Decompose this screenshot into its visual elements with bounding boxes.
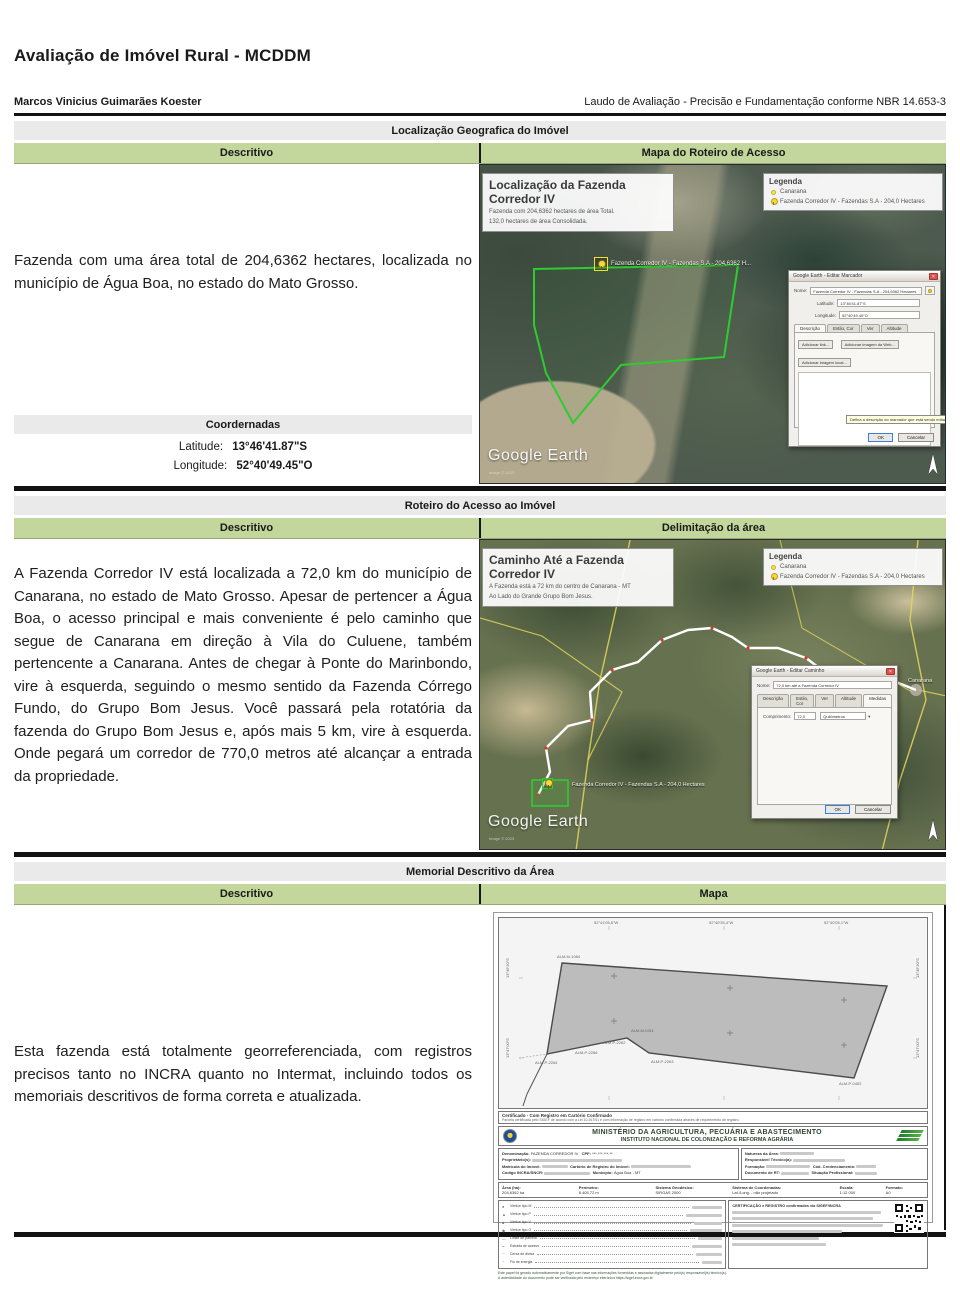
name-input[interactable]: Fazenda Corredor IV - Fazendas S.A - 204,6362 Hectares xyxy=(810,287,922,295)
redacted-value xyxy=(732,1217,873,1220)
destination-pin-label: Fazenda Corredor IV - Fazendas S.A - 204,0 Hectares xyxy=(572,782,705,788)
dialog-measures-panel xyxy=(757,707,892,805)
map2-title-box xyxy=(482,548,674,607)
pin-style-button[interactable] xyxy=(925,286,935,295)
redacted-value xyxy=(732,1224,882,1227)
coordinates-title: Coordernadas xyxy=(14,415,472,434)
redacted-value xyxy=(686,1214,722,1217)
legend-entry: Vértice tipo O xyxy=(510,1228,532,1233)
fineprint-line2: A autenticidade do documento pode ser verificada pelo endereço eletrônico https://sigef.incra.gov.br xyxy=(498,1275,653,1280)
vertex-label: ALM-P-2264 xyxy=(535,1060,558,1065)
north-arrow-icon xyxy=(928,453,938,475)
name-label: Nome: xyxy=(757,682,771,688)
escala-label: Escala: xyxy=(839,1184,854,1190)
coord-label-right-2: 13°47'00"S xyxy=(915,1038,921,1058)
incra-logo-icon xyxy=(897,1130,923,1143)
section3-mapa xyxy=(479,905,946,1280)
situacao-label: Situação Profissional: xyxy=(811,1170,854,1176)
legend-item-canarana-label: Canarana xyxy=(780,189,807,195)
map1-subtitle1: Fazenda com 204,6362 hectares de área Total. xyxy=(489,209,615,215)
dialog-title: Google Earth - Editar Marcador xyxy=(793,273,863,279)
municipio-label: Município: xyxy=(592,1170,613,1176)
vertex-label: ALM-P-0452 xyxy=(839,1081,862,1086)
escala-value: 1:12.000 xyxy=(839,1189,856,1195)
documento-rt-label: Documento de RT: xyxy=(744,1170,780,1176)
redacted-value xyxy=(855,1172,877,1175)
cadastral-drawing xyxy=(498,917,928,1109)
redacted-value xyxy=(696,1253,722,1256)
section3-descritivo xyxy=(14,905,479,1230)
perimetro-label: Perímetro: xyxy=(578,1184,599,1190)
dialog-title: Google Earth - Editar Caminho xyxy=(756,668,825,674)
dialog-footer xyxy=(820,805,891,814)
legend-item-fazenda xyxy=(769,198,937,205)
formato-value: A0 xyxy=(885,1189,891,1195)
section2-title-bar: Roteiro do Acesso ao Imóvel xyxy=(14,496,946,515)
section3-content-row xyxy=(14,905,946,1280)
certified-banner xyxy=(498,1111,928,1124)
certified-banner-subtitle: Parcela certificada pelo SIGEF de acordo com a Lei 10.267/01 e com informação de registro em cartório confirmada através de requerimento de registro. xyxy=(502,1118,740,1122)
longitude-field-row xyxy=(815,311,920,319)
redacted-value xyxy=(780,1152,814,1155)
cancel-button[interactable]: Cancelar xyxy=(855,805,891,814)
legend-item-canarana xyxy=(769,189,937,195)
author-name: Marcos Vinicius Guimarães Koester xyxy=(14,96,202,108)
ministry-line2: INSTITUTO NACIONAL DE COLONIZAÇÃO E REFORMA AGRÁRIA xyxy=(620,1137,794,1143)
longitude-label: Longitude: xyxy=(173,460,228,472)
ministry-line1: MINISTÉRIO DA AGRICULTURA, PECUÁRIA E ABASTECIMENTO xyxy=(592,1129,822,1136)
property-pin-label: Fazenda Corredor IV - Fazendas S.A - 204,6362 H... xyxy=(611,261,752,267)
pin-icon xyxy=(771,573,776,580)
map2-legend-title: Legenda xyxy=(769,552,802,561)
incra-certificate-page xyxy=(493,912,933,1280)
legend-entry: Estrada de acesso xyxy=(510,1243,539,1248)
area-value: 204,6362 ha xyxy=(502,1189,525,1195)
tab-ver[interactable]: Ver xyxy=(861,324,880,332)
certificate-info-grid xyxy=(498,1148,928,1180)
legend-entry: Limite de parcela xyxy=(510,1236,537,1241)
section-divider xyxy=(14,852,946,857)
page-title: Avaliação de Imóvel Rural - MCDDM xyxy=(14,46,311,65)
section3-paragraph: Esta fazenda está totalmente georreferenciada, com registros precisos tanto no INCRA quanto no Intermat, incluindo todos os memoriais descritivos de forma correta e atualizada. xyxy=(14,1043,472,1105)
ok-button[interactable]: OK xyxy=(868,433,893,442)
map1-subtitle2: 132,0 hectares de área Consolidada. xyxy=(489,219,588,226)
redacted-value xyxy=(732,1211,881,1214)
map2-subtitle1: A Fazenda está a 72 km do centro de Canarana - MT xyxy=(489,584,631,590)
natureza-label: Natureza da Área: xyxy=(744,1151,779,1156)
legend-item-fazenda-label: Fazenda Corredor IV - Fazendas S.A - 204,0 Hectares xyxy=(780,573,925,580)
redacted-value xyxy=(698,1237,722,1240)
length-value: 72,0 xyxy=(794,712,816,720)
section2-paragraph: A Fazenda Corredor IV está localizada a 72,0 km do município de Canarana, no estado de Mato Grosso. Apesar de pertencer a Água Boa, o acesso principal e mais conveniente é pelo caminho que segue de Canarana em direção à Vila do Culuene, também pertencente a Canarana. Antes de chegar à Ponte do Marinbondo, vire à esquerda, seguindo o mesmo sentido da Fazenda Córrego Fundo, do Grupo Bom Jesus. Você passará pela rotatória da fazenda do Grupo Bom Jesus e, após mais 5 km, vire à esquerda. Onde pegará um corredor de 770,0 metros até alcançar a entrada da propriedade. xyxy=(14,565,472,785)
legend-item-fazenda xyxy=(769,573,937,580)
map1-legend-title: Legenda xyxy=(769,177,802,186)
close-icon[interactable]: × xyxy=(886,668,895,675)
redacted-value xyxy=(793,1159,845,1162)
qr-code xyxy=(894,1203,924,1233)
longitude-value: 52°40'49.45"O xyxy=(236,460,313,472)
redacted-value xyxy=(856,1165,876,1168)
coord-label-left-2: 13°47'00"S xyxy=(505,1038,510,1058)
map2-title: Caminho Até a Fazenda Corredor IV xyxy=(489,553,624,581)
tab-estilo-cor[interactable]: Estilo, Cor xyxy=(827,324,860,332)
certificate-stats-row xyxy=(498,1182,928,1198)
section1-content-row xyxy=(14,164,946,484)
tab-descricao[interactable]: Descrição xyxy=(757,694,789,707)
section1-columns-header xyxy=(14,143,946,164)
dialog-titlebar[interactable] xyxy=(789,271,940,282)
legend-entry: Vértice tipo P xyxy=(510,1212,531,1217)
section1-descritivo xyxy=(14,164,479,484)
pin-icon xyxy=(928,289,932,293)
legend-entry: Vértice tipo V xyxy=(510,1220,531,1225)
certified-banner-title: Certificado - Com Registro em Cartório Confirmado xyxy=(502,1113,613,1118)
document-page xyxy=(14,46,946,1280)
perimetro-value: 6.405,72 m xyxy=(578,1189,599,1195)
section1-paragraph: Fazenda com uma área total de 204,6362 hectares, localizada no município de Água Boa, no estado do Mato Grosso. xyxy=(14,252,472,292)
section1-col-descritivo: Descritivo xyxy=(219,147,274,159)
edit-path-dialog xyxy=(751,665,898,819)
certificate-fineprint xyxy=(498,1271,928,1282)
legend-item-canarana-label: Canarana xyxy=(780,564,807,570)
area-label: Área (ha): xyxy=(502,1184,521,1190)
section-divider xyxy=(14,486,946,491)
section2-columns-header xyxy=(14,518,946,539)
fineprint-line1: Este papel foi gerado automaticamente por Sigef com base nas informações fornecidas e assinadas digitalmente pelo(s) responsável(is) técnico(s). xyxy=(498,1270,727,1275)
redacted-value xyxy=(542,1165,568,1168)
google-earth-watermark: Google Earth xyxy=(488,447,589,464)
pin-icon xyxy=(771,198,776,205)
sistema-geodesico-label: Sistema Geodésico: xyxy=(655,1184,694,1190)
report-standard-label: Laudo de Avaliação - Precisão e Fundamentação conforme NBR 14.653-3 xyxy=(584,96,946,108)
ok-button[interactable]: OK xyxy=(825,805,850,814)
length-label: Comprimento: xyxy=(763,713,792,719)
cancel-button[interactable]: Cancelar xyxy=(898,433,934,442)
dialog-latitude-input[interactable]: 13°46'41.87"S xyxy=(837,299,920,307)
destination-pin-icon[interactable] xyxy=(542,778,553,789)
map1-title-box xyxy=(482,173,674,232)
city-dot-icon xyxy=(771,190,776,195)
legend-item-canarana xyxy=(769,564,937,570)
imagery-copyright: Image © 2023 xyxy=(489,836,515,841)
section2-col-descritivo: Descritivo xyxy=(219,522,274,534)
latitude-line xyxy=(14,441,472,453)
google-earth-watermark: Google Earth xyxy=(488,813,589,830)
map2-subtitle2: Ao Lado do Grande Grupo Bom Jesus. xyxy=(489,594,593,601)
city-label: Canarana xyxy=(908,678,933,684)
redacted-value xyxy=(690,1229,722,1232)
sistema-coordenadas-value: Lat./Long. - não projetado xyxy=(732,1189,779,1195)
legend-entry: Vértice tipo M xyxy=(510,1204,532,1209)
length-row xyxy=(763,712,886,720)
cartorio-label: Cartório de Registro do Imóvel: xyxy=(570,1163,630,1169)
denominacao-value: FAZENDA CORREDOR IV xyxy=(530,1151,579,1156)
pushpin-glyph xyxy=(598,260,604,269)
add-local-image-button[interactable]: Adicionar imagem local... xyxy=(798,358,851,367)
tab-altitude[interactable]: Altitude xyxy=(881,324,908,332)
north-arrow-icon xyxy=(928,819,938,841)
section2-content-row xyxy=(14,539,946,850)
redacted-value xyxy=(692,1245,722,1248)
name-field-row xyxy=(794,286,935,295)
drawing-legend-box: ● Vértice tipo M ▲ Vértice tipo P ■ Vértice tipo V ◆ Vértice tipo O — Limite de parcela ┅ Estrada de acesso ╌ Cerca de divisa ~ Fio de energia xyxy=(498,1200,726,1269)
section3-col-descritivo: Descritivo xyxy=(219,888,274,900)
coordinates-block xyxy=(14,415,472,472)
section1-title-bar: Localização Geografica do Imóvel xyxy=(14,121,946,140)
section3-columns-header xyxy=(14,884,946,905)
vertex-label: ALM-P-2263 xyxy=(651,1059,674,1064)
add-link-button[interactable]: Adicionar link... xyxy=(798,340,833,349)
redacted-value xyxy=(544,1172,590,1175)
name-field-row xyxy=(757,681,892,689)
coord-label-right-1: 13°46'20"S xyxy=(915,958,921,978)
sistema-coordenadas-label: Sistema de Coordenadas: xyxy=(732,1184,782,1190)
redacted-value xyxy=(732,1237,818,1240)
legend-item-fazenda-label: Fazenda Corredor IV - Fazendas S.A - 204,0 Hectares xyxy=(780,198,925,205)
latitude-field-row xyxy=(817,299,920,307)
redacted-value xyxy=(781,1172,809,1175)
certification-title: CERTIFICAÇÃO e REGISTRO confirmados via SIGEF/INCRA xyxy=(732,1203,841,1208)
description-tooltip: Defina a descrição do marcador que está sendo edita xyxy=(846,415,946,424)
legend-entry: Fio de energia xyxy=(510,1259,533,1264)
vertex-label: ALM-M-1084 xyxy=(557,954,581,959)
coord-label-top-3: 52°40'05,1"W xyxy=(824,920,849,925)
coord-label-top-2: 52°40'35,4"W xyxy=(709,920,734,925)
map-location-satellite xyxy=(479,164,946,484)
dialog-longitude-label: Longitude: xyxy=(815,312,837,318)
map1-title: Localização da Fazenda Corredor IV xyxy=(489,178,626,206)
dialog-titlebar[interactable] xyxy=(752,666,897,677)
unit-dropdown[interactable]: Quilômetros xyxy=(820,712,866,720)
redacted-value xyxy=(694,1222,722,1225)
tab-estilo-cor[interactable]: Estilo, Cor xyxy=(790,694,814,707)
redacted-value xyxy=(732,1230,842,1233)
name-label: Nome: xyxy=(794,288,808,293)
redacted-value xyxy=(702,1261,722,1264)
section2-descritivo xyxy=(14,539,479,850)
vertex-label: ALM-M-0411 xyxy=(631,1028,654,1033)
redacted-value xyxy=(692,1206,722,1209)
dialog-tabs xyxy=(757,694,892,707)
technical-info-box xyxy=(741,1148,928,1180)
credenciamento-label: Cód. Credenciamento: xyxy=(812,1163,856,1169)
certificate-bottom-row xyxy=(498,1200,928,1269)
tab-medidas[interactable]: Medidas xyxy=(863,694,892,707)
imagery-copyright: Image © 2023 xyxy=(489,470,515,475)
name-input[interactable]: 72,0 km até a Fazenda Corredor IV xyxy=(773,681,892,689)
cpf-label: CPF: xyxy=(581,1151,591,1156)
section3-title-bar: Memorial Descritivo da Área xyxy=(14,862,946,881)
latitude-label: Latitude: xyxy=(178,441,224,453)
formacao-label: Formação: xyxy=(744,1163,766,1169)
redacted-value xyxy=(631,1165,691,1168)
chevron-down-icon[interactable]: ▼ xyxy=(867,713,872,719)
latitude-value: 13°46'41.87"S xyxy=(232,441,308,453)
municipio-value: Água Boa - MT xyxy=(613,1170,641,1176)
proprietario-label: Proprietário(s): xyxy=(502,1157,531,1163)
section1-col-mapa: Mapa do Roteiro de Acesso xyxy=(641,147,786,159)
vertex-label: ALM-P-2266 xyxy=(575,1050,598,1055)
tab-ver[interactable]: Ver xyxy=(815,694,834,707)
coord-label-left-1: 13°46'20"S xyxy=(505,958,510,978)
denominacao-label: Denominação: xyxy=(502,1151,530,1156)
section2-col-delimitacao: Delimitação da área xyxy=(661,522,766,534)
vertex-label: ALM-P-2262 xyxy=(603,1040,626,1045)
ministry-header xyxy=(498,1126,928,1146)
dialog-footer xyxy=(863,433,934,442)
sistema-geodesico-value: SIRGAS 2000 xyxy=(655,1189,681,1195)
add-web-image-button[interactable]: Adicionar imagem da Web... xyxy=(841,340,899,349)
dialog-tabs xyxy=(794,324,935,332)
redacted-value xyxy=(532,1159,622,1162)
tab-descricao[interactable]: Descrição xyxy=(794,324,826,332)
codigo-incra-label: Código INCRA/SNCR: xyxy=(502,1170,544,1176)
pushpin-glyph xyxy=(545,779,551,788)
parcel-polygon xyxy=(499,918,937,1108)
legend-entry: Cerca de divisa xyxy=(510,1251,535,1256)
tab-altitude[interactable]: Altitude xyxy=(835,694,862,707)
close-icon[interactable]: × xyxy=(929,273,938,280)
map1-legend xyxy=(763,173,943,211)
map-route-satellite xyxy=(479,539,946,850)
property-info-box xyxy=(498,1148,739,1180)
longitude-line xyxy=(14,460,472,472)
property-pushpin-icon[interactable] xyxy=(594,257,608,271)
dialog-description-panel xyxy=(794,332,935,428)
formato-label: Formato: xyxy=(885,1184,903,1190)
brazil-coat-of-arms-icon xyxy=(503,1129,517,1143)
responsavel-label: Responsável Técnico(a): xyxy=(744,1157,792,1163)
ministry-titles xyxy=(517,1129,897,1143)
city-dot-icon xyxy=(771,565,776,570)
coord-label-top-1: 52°41'05,6"W xyxy=(594,920,619,925)
dialog-longitude-input[interactable]: 52°40'49.45"O xyxy=(839,311,920,319)
certification-box xyxy=(728,1200,928,1269)
redacted-value xyxy=(766,1165,810,1168)
section3-col-mapa: Mapa xyxy=(699,888,728,900)
redacted-value xyxy=(732,1243,826,1246)
byline-row xyxy=(14,96,946,116)
cpf-value: ***.***.***-** xyxy=(592,1151,613,1156)
map2-legend xyxy=(763,548,943,586)
dialog-latitude-label: Latitude: xyxy=(817,300,835,306)
matricula-label: Matrícula do Imóvel: xyxy=(502,1163,541,1169)
